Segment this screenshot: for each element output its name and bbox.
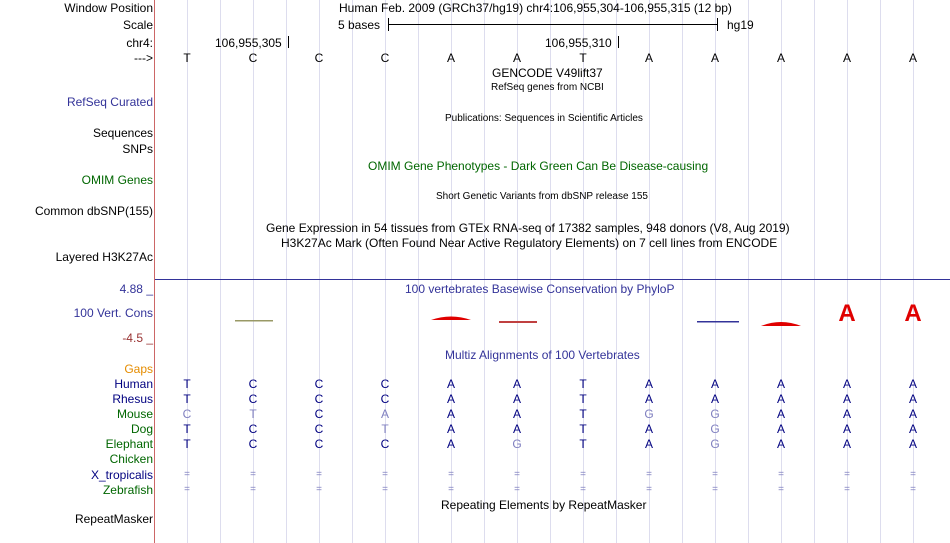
alignment-base: =: [646, 484, 652, 495]
alignment-base: T: [381, 422, 389, 436]
alignment-base: A: [710, 392, 719, 406]
gridline: [484, 0, 485, 543]
sequence-base: C: [314, 51, 324, 65]
alignment-base: G: [710, 422, 720, 436]
alignment-base: =: [910, 484, 916, 495]
alignment-base: A: [512, 377, 521, 391]
alignment-base: C: [314, 407, 324, 421]
alignment-base: A: [644, 377, 653, 391]
alignment-base: A: [512, 422, 521, 436]
sequence-base: C: [380, 51, 390, 65]
alignment-base: T: [579, 377, 587, 391]
gridline: [352, 0, 353, 543]
alignment-base: C: [380, 377, 390, 391]
alignment-base: T: [249, 407, 257, 421]
alignment-base: T: [579, 437, 587, 451]
alignment-base: G: [644, 407, 654, 421]
dbsnp-track-title[interactable]: Short Genetic Variants from dbSNP release 155: [436, 191, 648, 202]
alignment-base: A: [446, 437, 455, 451]
alignment-base: =: [646, 469, 652, 480]
omim-track-label[interactable]: OMIM Genes: [81, 173, 153, 187]
alignment-base: A: [776, 392, 785, 406]
alignment-base: =: [910, 469, 916, 480]
alignment-base: A: [512, 407, 521, 421]
alignment-base: T: [183, 437, 191, 451]
alignment-base: A: [776, 377, 785, 391]
alignment-base: A: [842, 377, 851, 391]
alignment-base: =: [778, 469, 784, 480]
phylop-mark-base-10: [761, 322, 801, 326]
alignment-base: =: [580, 469, 586, 480]
alignment-base: C: [248, 377, 258, 391]
coord-label-1: 106,955,305: [215, 36, 282, 50]
gencode-track-title[interactable]: GENCODE V49lift37: [492, 66, 603, 80]
gridline: [319, 0, 320, 543]
alignment-base: =: [184, 484, 190, 495]
gridline: [781, 0, 782, 543]
gridline: [880, 0, 881, 543]
species-label-x_tropicalis[interactable]: X_tropicalis: [90, 468, 153, 482]
sequences-track-label[interactable]: Sequences: [92, 126, 153, 140]
alignment-base: A: [842, 392, 851, 406]
alignment-base: C: [314, 377, 324, 391]
repeatmasker-track-title[interactable]: Repeating Elements by RepeatMasker: [441, 498, 647, 512]
alignment-base: A: [776, 437, 785, 451]
alignment-base: =: [514, 484, 520, 495]
scale-label: Scale: [122, 18, 153, 32]
gridline: [715, 0, 716, 543]
gridline: [451, 0, 452, 543]
alignment-base: C: [248, 422, 258, 436]
sequence-base: C: [248, 51, 258, 65]
alignment-base: G: [710, 407, 720, 421]
phylop-mark-base-2: [235, 320, 273, 322]
alignment-base: A: [446, 422, 455, 436]
alignment-base: =: [448, 469, 454, 480]
alignment-base: =: [184, 469, 190, 480]
phylop-conservation-plot: [155, 296, 950, 336]
gridline: [286, 0, 287, 543]
species-label-human[interactable]: Human: [114, 377, 153, 391]
alignment-base: A: [908, 392, 917, 406]
species-label-elephant[interactable]: Elephant: [105, 437, 153, 451]
species-label-zebrafish[interactable]: Zebrafish: [102, 483, 153, 497]
alignment-base: A: [446, 407, 455, 421]
h3k27ac-track-label[interactable]: Layered H3K27Ac: [55, 250, 153, 264]
alignment-base: =: [448, 484, 454, 495]
alignment-base: =: [580, 484, 586, 495]
sequence-base: A: [644, 51, 653, 65]
sequence-base: A: [446, 51, 455, 65]
alignment-base: T: [183, 377, 191, 391]
gridline: [682, 0, 683, 543]
sequence-base: T: [579, 51, 587, 65]
alignment-base: C: [380, 437, 390, 451]
alignment-base: C: [314, 422, 324, 436]
omim-track-title[interactable]: OMIM Gene Phenotypes - Dark Green Can Be Disease-causing: [368, 159, 709, 173]
gaps-track-label[interactable]: Gaps: [124, 362, 153, 376]
gridline: [418, 0, 419, 543]
alignment-base: C: [248, 392, 258, 406]
phylop-mark-base-6: [499, 321, 537, 323]
phylop-mark-base-9: [697, 321, 739, 323]
gtex-track-title[interactable]: Gene Expression in 54 tissues from GTEx RNA-seq of 17382 samples, 948 donors (V8, Aug 2019): [266, 221, 790, 235]
alignment-base: T: [579, 422, 587, 436]
gridline: [814, 0, 815, 543]
gridline: [220, 0, 221, 543]
sequence-base: A: [776, 51, 785, 65]
alignment-base: =: [250, 484, 256, 495]
alignment-base: C: [380, 392, 390, 406]
alignment-base: A: [644, 437, 653, 451]
alignment-base: =: [712, 469, 718, 480]
multiz-track-title[interactable]: Multiz Alignments of 100 Vertebrates: [445, 348, 640, 362]
alignment-base: A: [776, 407, 785, 421]
alignment-base: A: [710, 377, 719, 391]
publications-track-title[interactable]: Publications: Sequences in Scientific Articles: [445, 113, 643, 124]
alignment-base: A: [644, 422, 653, 436]
alignment-base: =: [250, 469, 256, 480]
alignment-base: C: [248, 437, 258, 451]
gridline: [253, 0, 254, 543]
scale-span-label: 5 bases: [338, 18, 381, 32]
sequence-base: A: [842, 51, 851, 65]
phylop-min-label: -4.5 _: [122, 331, 153, 345]
alignment-base: A: [908, 407, 917, 421]
species-label-dog[interactable]: Dog: [130, 422, 153, 436]
alignment-base: T: [183, 392, 191, 406]
window-position-value: Human Feb. 2009 (GRCh37/hg19) chr4:106,955,304-106,955,315 (12 bp): [339, 1, 732, 15]
alignment-base: =: [382, 469, 388, 480]
alignment-base: G: [710, 437, 720, 451]
gridline: [913, 0, 914, 543]
alignment-base: A: [908, 377, 917, 391]
window-position-label: Window Position: [64, 1, 153, 15]
alignment-base: A: [842, 422, 851, 436]
track-separator: [155, 279, 950, 280]
alignment-base: =: [844, 469, 850, 480]
scale-assembly: hg19: [727, 18, 754, 32]
gridline: [385, 0, 386, 543]
alignment-base: T: [183, 422, 191, 436]
gridline: [847, 0, 848, 543]
alignment-base: =: [382, 484, 388, 495]
species-label-mouse[interactable]: Mouse: [116, 407, 153, 421]
alignment-base: A: [842, 407, 851, 421]
phylop-mark-base-5: [431, 317, 471, 321]
alignment-base: A: [644, 392, 653, 406]
alignment-base: T: [579, 407, 587, 421]
h3k27ac-track-title[interactable]: H3K27Ac Mark (Often Found Near Active Regulatory Elements) on 7 cell lines from ENCODE: [281, 236, 778, 250]
sequence-base: A: [710, 51, 719, 65]
alignment-base: C: [314, 392, 324, 406]
alignment-base: A: [842, 437, 851, 451]
alignment-base: =: [778, 484, 784, 495]
dbsnp-track-label[interactable]: Common dbSNP(155): [34, 204, 153, 218]
alignment-base: C: [182, 407, 192, 421]
snps-track-label[interactable]: SNPs: [122, 142, 153, 156]
species-label-chicken[interactable]: Chicken: [109, 452, 153, 466]
phylop-logo-A-12: A: [904, 300, 922, 327]
label-divider: [154, 0, 155, 543]
phylop-track-title[interactable]: 100 vertebrates Basewise Conservation by PhyloP: [405, 282, 675, 296]
alignment-base: =: [316, 469, 322, 480]
refseq-track-subtitle[interactable]: RefSeq genes from NCBI: [491, 82, 604, 93]
coord-label-2: 106,955,310: [545, 36, 612, 50]
alignment-base: =: [514, 469, 520, 480]
alignment-base: A: [446, 392, 455, 406]
alignment-base: T: [579, 392, 587, 406]
species-label-rhesus[interactable]: Rhesus: [112, 392, 153, 406]
coord-tick-1: [288, 36, 289, 48]
sequence-base: A: [512, 51, 521, 65]
phylop-max-label: 4.88 _: [119, 282, 153, 296]
alignment-base: =: [712, 484, 718, 495]
strand-label: --->: [134, 51, 153, 65]
alignment-base: A: [776, 422, 785, 436]
repeatmasker-track-label[interactable]: RepeatMasker: [74, 512, 153, 526]
gridline: [187, 0, 188, 543]
cons-track-label[interactable]: 100 Vert. Cons: [73, 306, 153, 320]
chrom-label: chr4:: [126, 36, 153, 50]
gridline: [616, 0, 617, 543]
phylop-logo-A-11: A: [838, 300, 856, 327]
alignment-base: A: [908, 422, 917, 436]
alignment-base: C: [314, 437, 324, 451]
alignment-base: A: [512, 392, 521, 406]
coord-tick-2: [618, 36, 619, 48]
gridline: [748, 0, 749, 543]
gridline: [649, 0, 650, 543]
alignment-base: G: [512, 437, 522, 451]
refseq-track-label[interactable]: RefSeq Curated: [66, 95, 153, 109]
sequence-base: T: [183, 51, 191, 65]
alignment-base: A: [908, 437, 917, 451]
alignment-base: A: [446, 377, 455, 391]
alignment-base: A: [380, 407, 389, 421]
alignment-base: =: [316, 484, 322, 495]
alignment-base: =: [844, 484, 850, 495]
sequence-base: A: [908, 51, 917, 65]
